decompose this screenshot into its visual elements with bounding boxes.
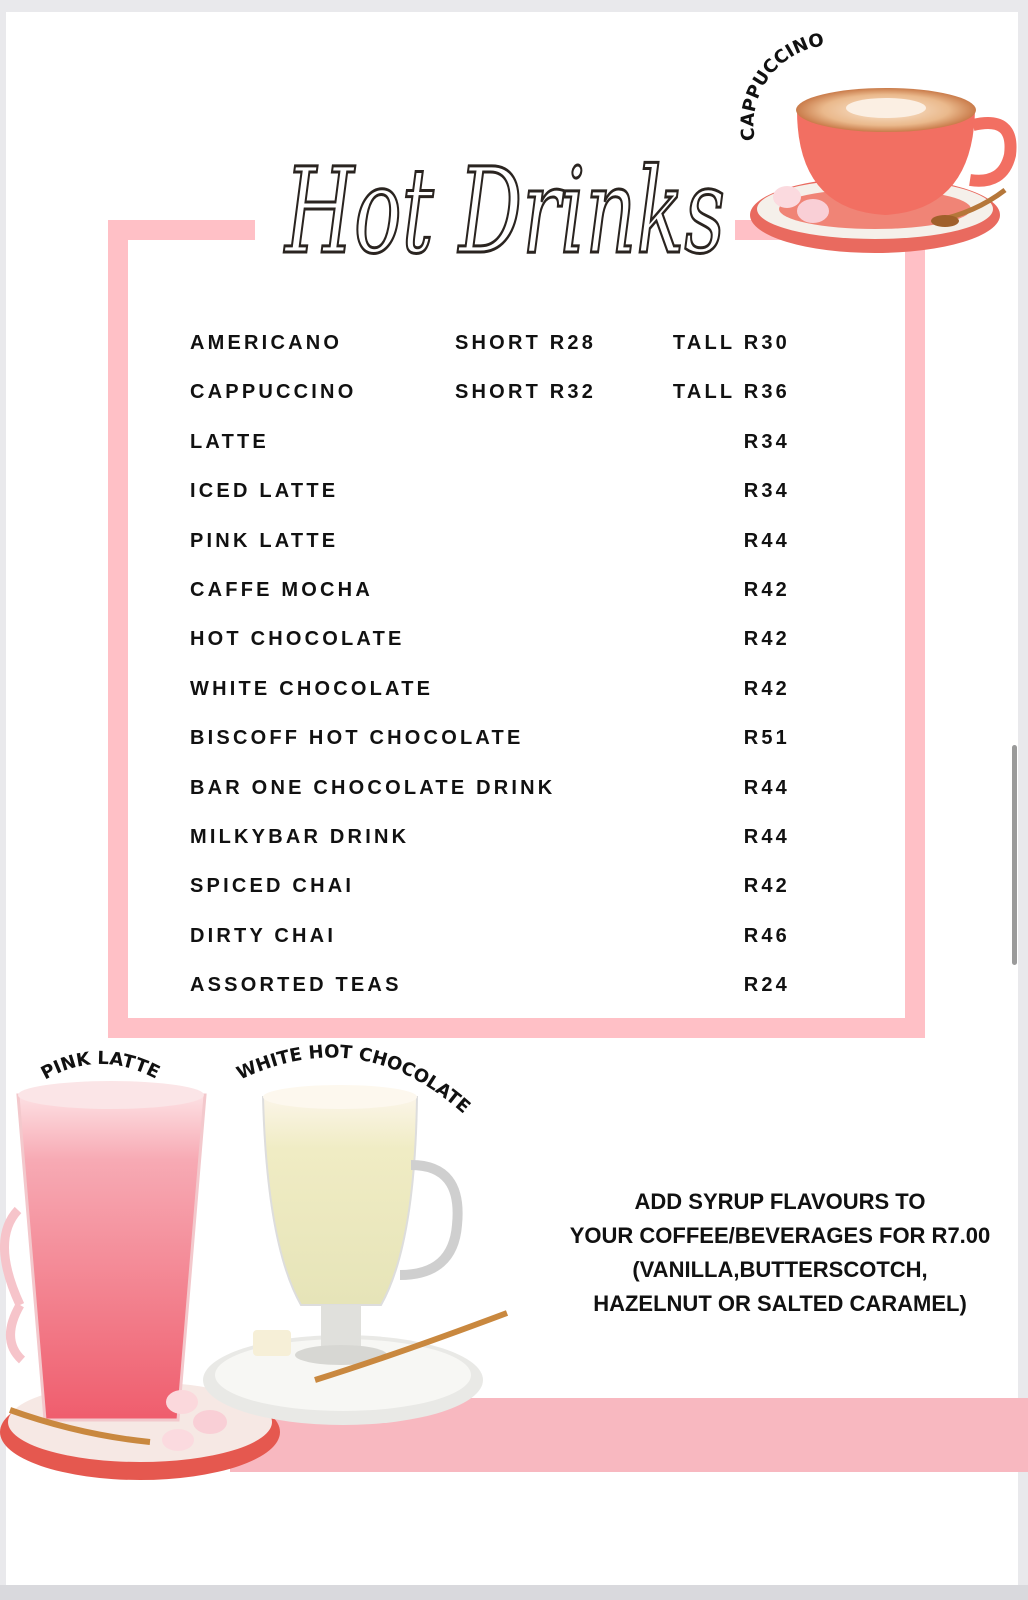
menu-item	[190, 569, 790, 618]
syrup-note-line: (VANILLA,BUTTERSCOTCH,	[632, 1257, 928, 1282]
menu-item-name: BAR ONE CHOCOLATE DRINK	[190, 776, 556, 799]
menu-item	[190, 816, 790, 865]
menu-item	[190, 322, 790, 371]
menu-item-name: PINK LATTE	[190, 529, 339, 552]
page-title	[270, 112, 740, 292]
menu-item-name: AMERICANO	[190, 332, 343, 354]
pink-latte-label: PINK LATTE	[37, 1050, 163, 1085]
menu-item-name: CAFFE MOCHA	[190, 578, 373, 601]
menu-item	[190, 371, 790, 420]
menu-item-price: R44	[743, 529, 790, 552]
menu-item-name: DIRTY CHAI	[190, 924, 337, 947]
menu-item-tall-price: TALL R30	[672, 332, 790, 354]
menu-item	[190, 470, 790, 519]
white-hot-chocolate-label: WHITE HOT CHOCOLATE	[233, 1041, 475, 1118]
menu-item-name: HOT CHOCOLATE	[190, 628, 405, 651]
menu-item-price: R42	[743, 875, 790, 898]
menu-item	[190, 767, 790, 816]
cappuccino-photo	[735, 25, 1028, 265]
syrup-note-line: HAZELNUT OR SALTED CARAMEL)	[593, 1291, 967, 1316]
menu-item-name: MILKYBAR DRINK	[190, 825, 410, 848]
menu-item	[190, 520, 790, 569]
page-title-text: Hot Drinks	[283, 142, 725, 280]
menu-item-price: R42	[743, 628, 790, 651]
menu-item-name: CAPPUCCINO	[190, 381, 357, 404]
menu-item-price: R24	[743, 974, 790, 997]
menu-list	[190, 322, 790, 1013]
white-hot-chocolate-photo	[195, 1025, 525, 1435]
menu-item-price: R44	[743, 776, 790, 799]
menu-item-short-price: SHORT R28	[455, 332, 597, 354]
menu-item-name: SPICED CHAI	[190, 875, 355, 898]
menu-item-name: WHITE CHOCOLATE	[190, 677, 434, 700]
vertical-scrollbar[interactable]	[1012, 745, 1017, 965]
menu-item-tall-price: TALL R36	[672, 381, 790, 404]
menu-item-price: R42	[743, 578, 790, 601]
menu-item-price: R34	[743, 480, 790, 503]
menu-item	[190, 865, 790, 914]
menu-item-name: BISCOFF HOT CHOCOLATE	[190, 727, 524, 750]
menu-item-name: ASSORTED TEAS	[190, 974, 402, 997]
syrup-note-line: YOUR COFFEE/BEVERAGES FOR R7.00	[569, 1223, 991, 1248]
menu-item	[190, 668, 790, 717]
menu-item-name: ICED LATTE	[190, 480, 339, 503]
menu-item-price: R44	[743, 825, 790, 848]
menu-item-price: R46	[743, 924, 790, 947]
bottom-edge	[0, 1585, 1028, 1600]
menu-item-price: R34	[743, 430, 790, 453]
menu-item	[190, 421, 790, 470]
menu-item	[190, 618, 790, 667]
syrup-note	[560, 1185, 1000, 1321]
menu-item-price: R51	[743, 727, 790, 750]
menu-item-short-price: SHORT R32	[455, 381, 597, 404]
syrup-note-line: ADD SYRUP FLAVOURS TO	[634, 1189, 926, 1214]
cappuccino-label: CAPPUCCINO	[737, 29, 826, 142]
menu-item	[190, 915, 790, 964]
menu-item-name: LATTE	[190, 430, 269, 453]
menu-item	[190, 964, 790, 1013]
menu-item-price: R42	[743, 677, 790, 700]
menu-item	[190, 717, 790, 766]
